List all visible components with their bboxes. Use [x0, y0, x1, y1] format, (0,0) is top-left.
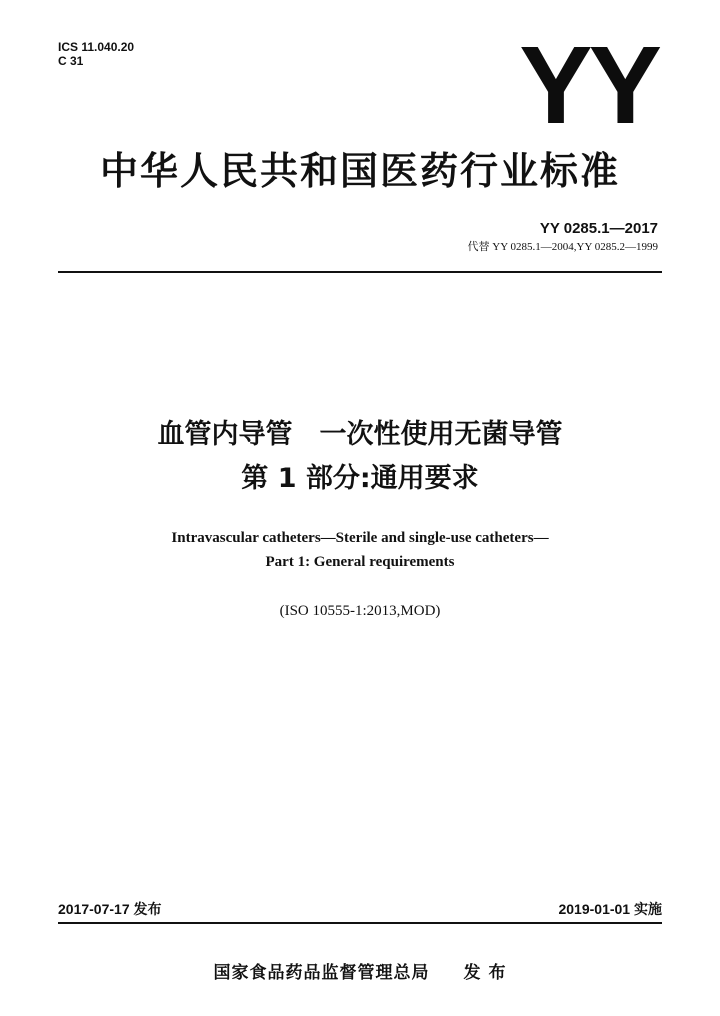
adoption-reference: (ISO 10555-1:2013,MOD) — [279, 603, 441, 619]
english-title-line-1: Intravascular catheters—Sterile and single-use catheters— — [171, 530, 549, 546]
publisher-name: 国家食品药品监督管理总局 — [213, 963, 430, 983]
replaces-note: 代替 YY 0285.1—2004,YY 0285.2—1999 — [467, 241, 658, 253]
publish-word: 发 布 — [463, 963, 507, 983]
chinese-title-line-2: 第 1 部分:通用要求 — [241, 463, 479, 494]
chinese-title-line-1: 血管内导管 一次性使用无菌导管 — [157, 419, 563, 450]
publisher-line — [0, 962, 720, 984]
footer-divider — [58, 922, 662, 924]
classification-codes — [58, 40, 134, 68]
header-divider — [58, 271, 662, 273]
standard-type-title: 中华人民共和国医药行业标准 — [99, 149, 620, 193]
issue-date: 2017-07-17 发布 — [58, 901, 162, 917]
english-title-line-2: Part 1: General requirements — [265, 554, 455, 570]
ics-code: ICS 11.040.20 — [58, 40, 135, 54]
implementation-date: 2019-01-01 实施 — [558, 901, 662, 917]
yy-logo: YY — [519, 24, 658, 147]
ccs-code: C 31 — [58, 54, 84, 68]
standard-number: YY 0285.1—2017 — [539, 220, 658, 237]
